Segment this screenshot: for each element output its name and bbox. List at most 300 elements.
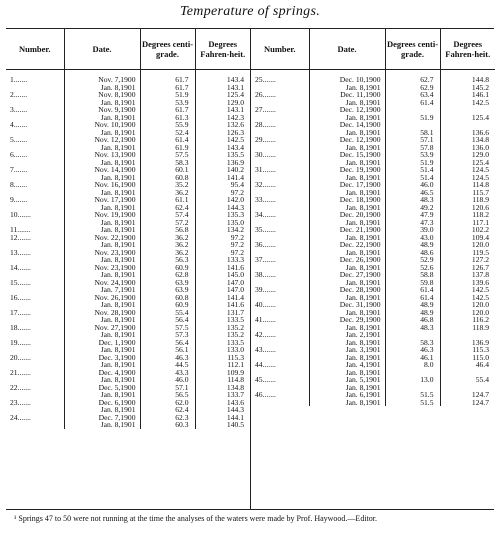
date-cell: Dec. 12,1900 xyxy=(309,136,385,144)
fahrenheit-cell: 134.8 xyxy=(195,384,250,392)
centigrade-cell: 61.4 xyxy=(140,136,195,144)
fahrenheit-cell: 133.7 xyxy=(195,391,250,399)
date-cell: Nov. 27,1900 xyxy=(64,324,140,332)
date-cell: Jan. 8,1901 xyxy=(64,406,140,414)
fahrenheit-cell: 55.4 xyxy=(440,376,495,384)
centigrade-cell: 56.4 xyxy=(140,316,195,324)
spring-number: 15....... xyxy=(10,277,31,287)
centigrade-cell: 61.9 xyxy=(140,144,195,152)
date-cell: Nov. 23,1900 xyxy=(64,249,140,257)
date-cell: Jan. 8,1901 xyxy=(64,174,140,182)
date-cell: Dec. 11,1900 xyxy=(309,91,385,99)
fahrenheit-cell: 97.2 xyxy=(195,241,250,249)
centigrade-cell: 62.9 xyxy=(385,84,440,92)
centigrade-cell: 46.0 xyxy=(140,376,195,384)
fahrenheit-cell: 129.0 xyxy=(195,99,250,107)
date-cell: Dec. 15,1900 xyxy=(309,151,385,159)
centigrade-cell: 60.1 xyxy=(140,166,195,174)
centigrade-cell: 36.2 xyxy=(140,249,195,257)
spring-number: 43....... xyxy=(255,345,276,354)
fahrenheit-cell: 147.0 xyxy=(195,279,250,287)
spring-number: 36....... xyxy=(255,240,276,249)
spring-number: 38....... xyxy=(255,270,276,279)
fahrenheit-cell: 127.2 xyxy=(440,256,495,264)
date-cell: Jan. 8,1901 xyxy=(309,99,385,107)
spring-number: 23....... xyxy=(10,397,31,407)
date-cell: Jan. 8,1901 xyxy=(309,84,385,92)
date-cell: Jan. 8,1901 xyxy=(64,114,140,122)
left-table xyxy=(6,29,250,429)
centigrade-cell: 60.9 xyxy=(140,264,195,272)
centigrade-cell: 61.1 xyxy=(140,196,195,204)
date-cell: Jan. 8,1901 xyxy=(309,114,385,122)
spring-number: 28....... xyxy=(255,120,276,129)
spring-number: 18....... xyxy=(10,322,31,332)
date-cell: Jan. 8,1901 xyxy=(309,264,385,272)
centigrade-cell: 51.5 xyxy=(385,391,440,399)
date-cell: Nov. 16,1900 xyxy=(64,181,140,189)
centigrade-cell: 55.4 xyxy=(140,309,195,317)
centigrade-cell: 58.3 xyxy=(385,339,440,347)
date-cell: Nov. 13,1900 xyxy=(64,151,140,159)
date-cell: Jan. 8,1901 xyxy=(309,249,385,257)
centigrade-cell: 57.3 xyxy=(140,331,195,339)
date-cell: Jan. 8,1901 xyxy=(64,421,140,429)
table-row xyxy=(6,421,250,429)
fahrenheit-cell: 134.2 xyxy=(195,226,250,234)
date-cell: Jan. 8,1901 xyxy=(64,316,140,324)
date-cell: Jan. 5,1901 xyxy=(309,376,385,384)
centigrade-cell: 48.3 xyxy=(385,196,440,204)
fahrenheit-cell: 134.8 xyxy=(440,136,495,144)
date-cell: Jan. 8,1901 xyxy=(309,204,385,212)
fahrenheit-cell: 142.0 xyxy=(195,196,250,204)
centigrade-cell: 46.0 xyxy=(385,181,440,189)
spring-number: 4....... xyxy=(10,120,28,129)
centigrade-cell: 62.3 xyxy=(140,414,195,422)
centigrade-cell: 53.9 xyxy=(385,151,440,159)
fahrenheit-cell: 119.5 xyxy=(440,249,495,257)
fahrenheit-cell: 114.8 xyxy=(440,181,495,189)
date-cell: Nov. 8,1900 xyxy=(64,91,140,99)
centigrade-cell: 61.4 xyxy=(385,294,440,302)
centigrade-cell: 63.9 xyxy=(140,279,195,287)
date-cell: Jan. 8,1901 xyxy=(309,144,385,152)
fahrenheit-cell: 144.8 xyxy=(440,70,495,84)
fahrenheit-cell: 112.1 xyxy=(195,361,250,369)
date-cell: Dec. 6,1900 xyxy=(64,399,140,407)
fahrenheit-cell: 97.2 xyxy=(195,249,250,257)
date-cell: Jan. 8,1901 xyxy=(64,376,140,384)
centigrade-cell: 57.1 xyxy=(140,384,195,392)
fahrenheit-cell: 115.0 xyxy=(440,354,495,362)
table-row xyxy=(6,70,250,84)
date-cell: Jan. 8,1901 xyxy=(309,294,385,302)
fahrenheit-cell: 124.7 xyxy=(440,391,495,399)
centigrade-cell: 44.5 xyxy=(140,361,195,369)
spring-number: 30....... xyxy=(255,150,276,159)
date-cell: Nov. 10,1900 xyxy=(64,121,140,129)
centigrade-cell: 51.4 xyxy=(385,174,440,182)
spring-number: 6....... xyxy=(10,150,28,159)
date-cell: Jan. 8,1901 xyxy=(309,369,385,377)
fahrenheit-cell: 115.7 xyxy=(440,189,495,197)
fahrenheit-cell: 124.7 xyxy=(440,399,495,407)
spring-number: 32....... xyxy=(255,180,276,189)
date-cell: Jan. 8,1901 xyxy=(309,324,385,332)
table-row xyxy=(251,70,495,84)
fahrenheit-cell: 133.5 xyxy=(195,339,250,347)
date-cell: Dec. 1,1900 xyxy=(64,339,140,347)
fahrenheit-cell: 135.0 xyxy=(195,219,250,227)
fahrenheit-cell: 120.6 xyxy=(440,204,495,212)
date-cell: Jan. 7,1901 xyxy=(64,286,140,294)
header-centigrade: Degrees centi-grade. xyxy=(140,29,195,70)
centigrade-cell: 46.3 xyxy=(140,354,195,362)
date-cell: Jan. 8,1901 xyxy=(309,309,385,317)
fahrenheit-cell: 143.1 xyxy=(195,106,250,114)
date-cell: Dec. 26,1900 xyxy=(309,256,385,264)
centigrade-cell: 56.4 xyxy=(140,339,195,347)
date-cell: Jan. 8,1901 xyxy=(309,174,385,182)
spring-number xyxy=(251,399,309,407)
spring-number: 9....... xyxy=(10,195,28,204)
spring-number: 12....... xyxy=(10,232,31,242)
fahrenheit-cell: 102.2 xyxy=(440,226,495,234)
fahrenheit-cell: 115.3 xyxy=(440,346,495,354)
spring-number: 31....... xyxy=(255,165,276,174)
left-table-body xyxy=(6,70,250,429)
centigrade-cell: 55.9 xyxy=(140,121,195,129)
date-cell: Dec. 29,1900 xyxy=(309,316,385,324)
fahrenheit-cell: 126.3 xyxy=(195,129,250,137)
centigrade-cell: 13.0 xyxy=(385,376,440,384)
fahrenheit-cell: 140.2 xyxy=(195,166,250,174)
spring-number: 11....... xyxy=(10,225,31,234)
date-cell: Jan. 8,1901 xyxy=(309,279,385,287)
date-cell: Jan. 8,1901 xyxy=(64,361,140,369)
fahrenheit-cell: 144.1 xyxy=(195,414,250,422)
centigrade-cell: 58.1 xyxy=(385,129,440,137)
date-cell: Jan. 8,1901 xyxy=(64,256,140,264)
spring-number: 13....... xyxy=(10,247,31,257)
date-cell: Jan. 8,1901 xyxy=(64,346,140,354)
centigrade-cell: 48.3 xyxy=(385,324,440,332)
centigrade-cell: 61.4 xyxy=(385,286,440,294)
centigrade-cell: 8.0 xyxy=(385,361,440,369)
centigrade-cell: 61.3 xyxy=(140,114,195,122)
fahrenheit-cell: 144.3 xyxy=(195,406,250,414)
centigrade-cell: 36.2 xyxy=(140,234,195,242)
centigrade-cell: 48.9 xyxy=(385,309,440,317)
date-cell: Dec. 19,1900 xyxy=(309,166,385,174)
fahrenheit-cell: 118.9 xyxy=(440,196,495,204)
fahrenheit-cell: 116.2 xyxy=(440,316,495,324)
fahrenheit-cell: 109.4 xyxy=(440,234,495,242)
centigrade-cell: 46.8 xyxy=(385,316,440,324)
right-table-panel xyxy=(250,29,495,509)
fahrenheit-cell: 136.6 xyxy=(440,129,495,137)
centigrade-cell: 47.3 xyxy=(385,219,440,227)
centigrade-cell: 51.9 xyxy=(385,159,440,167)
centigrade-cell: 60.8 xyxy=(140,294,195,302)
spring-number: 34....... xyxy=(255,210,276,219)
date-cell: Jan. 8,1901 xyxy=(309,159,385,167)
fahrenheit-cell: 136.0 xyxy=(440,144,495,152)
spring-number: 46....... xyxy=(255,390,276,399)
fahrenheit-cell: 126.7 xyxy=(440,264,495,272)
centigrade-cell: 57.4 xyxy=(140,211,195,219)
date-cell: Dec. 7,1900 xyxy=(64,414,140,422)
date-cell: Jan. 8,1901 xyxy=(309,189,385,197)
header-date: Date. xyxy=(309,29,385,70)
centigrade-cell: 57.1 xyxy=(385,136,440,144)
date-cell: Jan. 8,1901 xyxy=(64,144,140,152)
spring-number: 8....... xyxy=(10,180,28,189)
footnote: ¹ Springs 47 to 50 were not running at the time the analyses of the waters were made by Prof. Haywood.—Editor. xyxy=(14,514,377,523)
fahrenheit-cell: 143.4 xyxy=(195,70,250,84)
date-cell: Dec. 18,1900 xyxy=(309,196,385,204)
date-cell: Dec. 27,1900 xyxy=(309,271,385,279)
date-cell: Dec. 28,1900 xyxy=(309,286,385,294)
spring-number: 1....... xyxy=(10,75,28,84)
centigrade-cell: 46.1 xyxy=(385,354,440,362)
date-cell: Jan. 8,1901 xyxy=(64,271,140,279)
fahrenheit-cell: 141.6 xyxy=(195,264,250,272)
spring-number: 21....... xyxy=(10,367,31,377)
spring-number: 35....... xyxy=(255,225,276,234)
date-cell: Jan. 8,1901 xyxy=(64,331,140,339)
spring-number: 22....... xyxy=(10,382,31,392)
fahrenheit-cell: 125.4 xyxy=(195,91,250,99)
left-table-panel xyxy=(6,29,250,509)
spring-number: 26....... xyxy=(255,90,276,99)
date-cell: Nov. 24,1900 xyxy=(64,279,140,287)
date-cell: Jan. 8,1901 xyxy=(64,301,140,309)
centigrade-cell: 39.0 xyxy=(385,226,440,234)
date-cell: Nov. 17,1900 xyxy=(64,196,140,204)
centigrade-cell: 56.8 xyxy=(140,226,195,234)
table-row xyxy=(251,399,495,407)
centigrade-cell: 46.5 xyxy=(385,189,440,197)
date-cell: Dec. 31,1900 xyxy=(309,301,385,309)
spring-number: 7....... xyxy=(10,165,28,174)
centigrade-cell: 51.4 xyxy=(385,166,440,174)
centigrade-cell: 61.4 xyxy=(385,99,440,107)
fahrenheit-cell: 146.1 xyxy=(440,91,495,99)
fahrenheit-cell: 141.4 xyxy=(195,174,250,182)
spring-number xyxy=(6,421,64,429)
fahrenheit-cell: 120.0 xyxy=(440,241,495,249)
spring-number: 2....... xyxy=(10,90,28,99)
centigrade-cell: 60.3 xyxy=(140,421,195,429)
date-cell: Jan. 8,1901 xyxy=(64,391,140,399)
fahrenheit-cell: 135.3 xyxy=(195,211,250,219)
header-date: Date. xyxy=(64,29,140,70)
centigrade-cell: 58.8 xyxy=(385,271,440,279)
spring-number: 14....... xyxy=(10,262,31,272)
spring-number: 24....... xyxy=(10,412,31,422)
centigrade-cell: 57.5 xyxy=(140,324,195,332)
header-fahrenheit: Degrees Fahren-heit. xyxy=(195,29,250,70)
header-fahrenheit: Degrees Fahren-heit. xyxy=(440,29,495,70)
date-cell: Jan. 2,1901 xyxy=(309,331,385,339)
date-cell: Dec. 12,1900 xyxy=(309,106,385,114)
fahrenheit-cell: 144.3 xyxy=(195,204,250,212)
centigrade-cell: 59.8 xyxy=(385,279,440,287)
fahrenheit-cell: 120.0 xyxy=(440,301,495,309)
fahrenheit-cell: 120.0 xyxy=(440,309,495,317)
fahrenheit-cell: 118.9 xyxy=(440,324,495,332)
centigrade-cell: 48.9 xyxy=(385,241,440,249)
date-cell: Dec. 20,1900 xyxy=(309,211,385,219)
spring-number: 3....... xyxy=(10,105,28,114)
date-cell: Nov. 26,1900 xyxy=(64,294,140,302)
left-table-header xyxy=(6,29,250,70)
fahrenheit-cell: 46.4 xyxy=(440,361,495,369)
date-cell: Jan. 8,1901 xyxy=(64,84,140,92)
fahrenheit-cell: 133.3 xyxy=(195,256,250,264)
spring-number: 19....... xyxy=(10,337,31,347)
spring-number: 33....... xyxy=(255,195,276,204)
temperature-tables xyxy=(6,28,494,510)
right-table-body xyxy=(251,70,495,407)
centigrade-cell: 63.4 xyxy=(385,91,440,99)
centigrade-cell: 49.2 xyxy=(385,204,440,212)
date-cell: Dec. 21,1900 xyxy=(309,226,385,234)
fahrenheit-cell: 143.1 xyxy=(195,84,250,92)
fahrenheit-cell: 115.3 xyxy=(195,354,250,362)
fahrenheit-cell: 124.5 xyxy=(440,166,495,174)
fahrenheit-cell: 135.2 xyxy=(195,324,250,332)
centigrade-cell: 57.5 xyxy=(140,151,195,159)
centigrade-cell: 52.6 xyxy=(385,264,440,272)
spring-number: 10....... xyxy=(10,210,31,219)
date-cell: Jan. 8,1901 xyxy=(64,189,140,197)
spring-number: 40....... xyxy=(255,300,276,309)
date-cell: Dec. 10,1900 xyxy=(309,70,385,84)
fahrenheit-cell: 133.5 xyxy=(195,316,250,324)
spring-number: 17....... xyxy=(10,307,31,317)
date-cell: Jan. 8,1901 xyxy=(309,339,385,347)
date-cell: Jan. 8,1901 xyxy=(309,384,385,392)
fahrenheit-cell: 137.8 xyxy=(440,271,495,279)
date-cell: Jan. 8,1901 xyxy=(309,354,385,362)
fahrenheit-cell: 135.2 xyxy=(195,331,250,339)
centigrade-cell: 61.7 xyxy=(140,70,195,84)
centigrade-cell: 57.8 xyxy=(385,144,440,152)
page-title: Temperature of springs. xyxy=(179,4,321,19)
header-number: Number. xyxy=(251,29,309,70)
centigrade-cell: 53.9 xyxy=(140,99,195,107)
centigrade-cell: 43.3 xyxy=(140,369,195,377)
date-cell: Jan. 6,1901 xyxy=(309,391,385,399)
centigrade-cell: 46.3 xyxy=(385,346,440,354)
date-cell: Dec. 22,1900 xyxy=(309,241,385,249)
fahrenheit-cell: 143.6 xyxy=(195,399,250,407)
date-cell: Jan. 8,1901 xyxy=(64,159,140,167)
centigrade-cell: 48.6 xyxy=(385,249,440,257)
date-cell: Nov. 22,1900 xyxy=(64,234,140,242)
centigrade-cell: 51.9 xyxy=(140,91,195,99)
fahrenheit-cell: 139.6 xyxy=(440,279,495,287)
spring-number: 5....... xyxy=(10,135,28,144)
date-cell: Nov. 19,1900 xyxy=(64,211,140,219)
date-cell: Nov. 12,1900 xyxy=(64,136,140,144)
date-cell: Jan. 8,1901 xyxy=(309,129,385,137)
date-cell: Dec. 3,1900 xyxy=(64,354,140,362)
centigrade-cell: 57.2 xyxy=(140,219,195,227)
fahrenheit-cell: 125.4 xyxy=(440,159,495,167)
centigrade-cell: 60.9 xyxy=(140,301,195,309)
date-cell: Dec. 14,1900 xyxy=(309,121,385,129)
fahrenheit-cell: 133.0 xyxy=(195,346,250,354)
fahrenheit-cell: 132.6 xyxy=(195,121,250,129)
centigrade-cell: 62.4 xyxy=(140,406,195,414)
date-cell: Nov. 9,1900 xyxy=(64,106,140,114)
centigrade-cell: 61.7 xyxy=(140,106,195,114)
date-cell: Nov. 28,1900 xyxy=(64,309,140,317)
date-cell: Jan. 8,1901 xyxy=(64,99,140,107)
centigrade-cell: 35.2 xyxy=(140,181,195,189)
centigrade-cell: 63.9 xyxy=(140,286,195,294)
centigrade-cell: 48.9 xyxy=(385,301,440,309)
date-cell: Dec. 4,1900 xyxy=(64,369,140,377)
centigrade-cell: 36.2 xyxy=(140,189,195,197)
spring-number: 39....... xyxy=(255,285,276,294)
right-table xyxy=(251,29,495,406)
centigrade-cell: 56.1 xyxy=(140,346,195,354)
fahrenheit-cell: 125.4 xyxy=(440,114,495,122)
centigrade-cell: 58.3 xyxy=(140,159,195,167)
date-cell: Nov. 23,1900 xyxy=(64,264,140,272)
centigrade-cell: 62.0 xyxy=(140,399,195,407)
fahrenheit-cell: 140.5 xyxy=(195,421,250,429)
fahrenheit-cell: 136.9 xyxy=(195,159,250,167)
date-cell: Nov. 14,1900 xyxy=(64,166,140,174)
fahrenheit-cell: 143.4 xyxy=(195,144,250,152)
centigrade-cell: 51.5 xyxy=(385,399,440,407)
date-cell: Jan. 8,1901 xyxy=(64,204,140,212)
fahrenheit-cell: 142.5 xyxy=(440,294,495,302)
centigrade-cell: 43.0 xyxy=(385,234,440,242)
fahrenheit-cell: 141.6 xyxy=(195,301,250,309)
centigrade-cell: 51.9 xyxy=(385,114,440,122)
centigrade-cell: 62.8 xyxy=(140,271,195,279)
fahrenheit-cell: 97.2 xyxy=(195,234,250,242)
spring-number: 45....... xyxy=(255,375,276,384)
fahrenheit-cell: 117.1 xyxy=(440,219,495,227)
header-centigrade: Degrees centi-grade. xyxy=(385,29,440,70)
spring-number: 16....... xyxy=(10,292,31,302)
date-cell: Nov. 7,1900 xyxy=(64,70,140,84)
centigrade-cell: 60.8 xyxy=(140,174,195,182)
right-table-header xyxy=(251,29,495,70)
centigrade-cell: 52.9 xyxy=(385,256,440,264)
spring-number: 42....... xyxy=(255,330,276,339)
fahrenheit-cell: 142.5 xyxy=(440,286,495,294)
spring-number: 29....... xyxy=(255,135,276,144)
date-cell: Jan. 8,1901 xyxy=(64,241,140,249)
header-number: Number. xyxy=(6,29,64,70)
spring-number: 20....... xyxy=(10,352,31,362)
fahrenheit-cell: 145.0 xyxy=(195,271,250,279)
spring-number: 41....... xyxy=(255,315,276,324)
date-cell: Jan. 8,1901 xyxy=(309,399,385,407)
fahrenheit-cell: 124.5 xyxy=(440,174,495,182)
centigrade-cell: 62.7 xyxy=(385,70,440,84)
date-cell: Jan. 8,1901 xyxy=(64,219,140,227)
